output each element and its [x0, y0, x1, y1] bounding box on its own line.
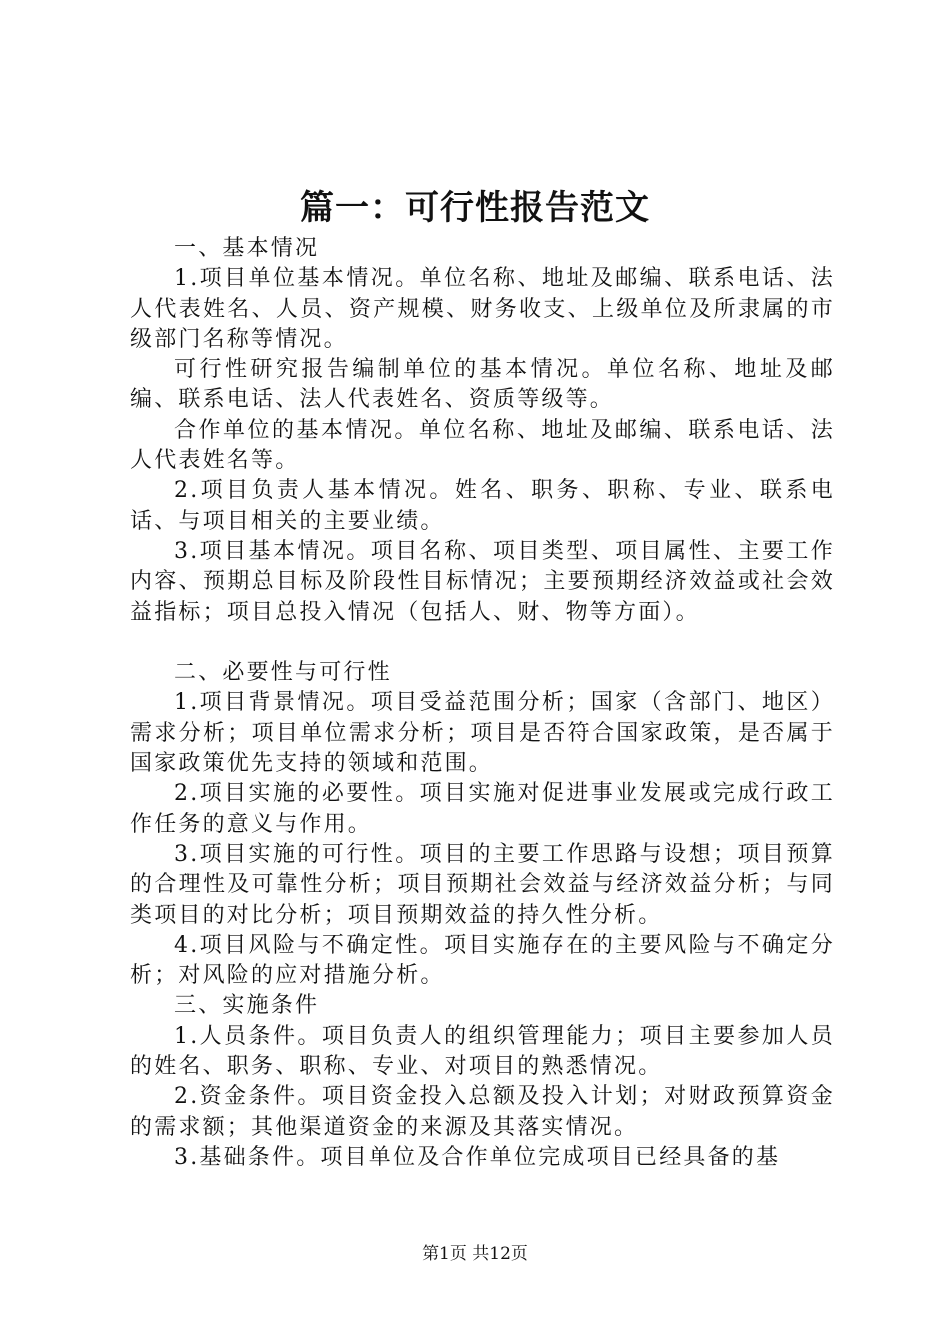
paragraph: 合作单位的基本情况。单位名称、地址及邮编、联系电话、法人代表姓名等。: [130, 417, 835, 474]
document-title: 篇一：可行性报告范文: [300, 188, 650, 228]
paragraph: 2.项目实施的必要性。项目实施对促进事业发展或完成行政工作任务的意义与作用。: [130, 781, 835, 837]
paragraph: 3.项目实施的可行性。项目的主要工作思路与设想；项目预算的合理性及可靠性分析；项目预期社会效益与经济效益分析；与同类项目的对比分析；项目预期效益的持久性分析。: [130, 841, 835, 928]
section-heading: 一、基本情况: [174, 236, 320, 261]
paragraph: 3.项目基本情况。项目名称、项目类型、项目属性、主要工作内容、预期总目标及阶段性目标情况；主要预期经济效益或社会效益指标；项目总投入情况（包括人、财、物等方面）。: [130, 538, 835, 625]
paragraph: 1.项目单位基本情况。单位名称、地址及邮编、联系电话、法人代表姓名、人员、资产规模、财务收支、上级单位及所隶属的市级部门名称等情况。: [130, 266, 835, 352]
paragraph: 1.人员条件。项目负责人的组织管理能力；项目主要参加人员的姓名、职务、职称、专业、对项目的熟悉情况。: [130, 1023, 835, 1080]
paragraph: 2.资金条件。项目资金投入总额及投入计划；对财政预算资金的需求额；其他渠道资金的来源及其落实情况。: [130, 1084, 835, 1140]
document-body: [130, 234, 835, 1173]
paragraph: 3.基础条件。项目单位及合作单位完成项目已经具备的基: [174, 1144, 781, 1170]
page-footer: 第1页 共12页: [422, 1244, 528, 1264]
section-heading: 三、实施条件: [174, 993, 320, 1019]
paragraph: 2.项目负责人基本情况。姓名、职务、职称、专业、联系电话、与项目相关的主要业绩。: [130, 478, 835, 534]
paragraph: 可行性研究报告编制单位的基本情况。单位名称、地址及邮编、联系电话、法人代表姓名、资质等级等。: [130, 357, 835, 413]
section-heading: 二、必要性与可行性: [174, 660, 392, 686]
paragraph: 1.项目背景情况。项目受益范围分析；国家（含部门、地区）需求分析；项目单位需求分析；项目是否符合国家政策，是否属于国家政策优先支持的领域和范围。: [130, 690, 835, 777]
paragraph: 4.项目风险与不确定性。项目实施存在的主要风险与不确定分析；对风险的应对措施分析。: [130, 932, 835, 989]
paragraph-spacer: [130, 628, 835, 658]
